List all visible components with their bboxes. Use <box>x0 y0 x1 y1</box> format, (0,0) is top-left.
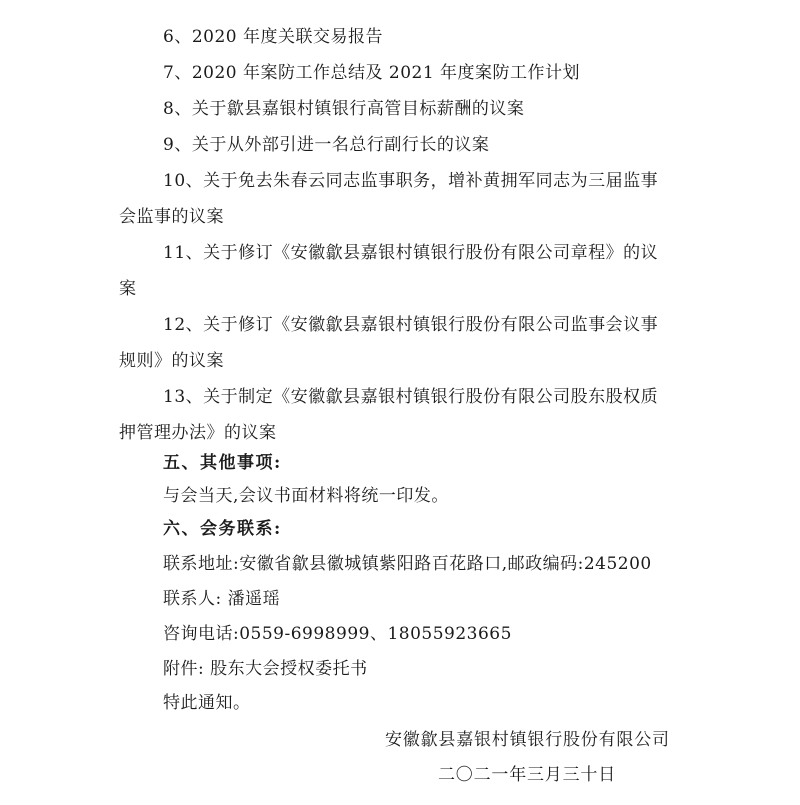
agenda-item-12: 12、关于修订《安徽歙县嘉银村镇银行股份有限公司监事会议事 <box>163 315 659 335</box>
agenda-item-6: 6、2020 年度关联交易报告 <box>163 27 383 47</box>
agenda-item-13: 13、关于制定《安徽歙县嘉银村镇银行股份有限公司股东股权质 <box>163 387 659 407</box>
agenda-item-12-cont: 规则》的议案 <box>119 351 224 371</box>
other-matters-heading: 五、其他事项: <box>163 453 282 473</box>
signature-date: 二〇二一年三月三十日 <box>438 765 616 785</box>
agenda-item-11: 11、关于修订《安徽歙县嘉银村镇银行股份有限公司章程》的议 <box>163 243 659 263</box>
agenda-item-7: 7、2020 年案防工作总结及 2021 年度案防工作计划 <box>163 63 581 83</box>
attachment-note: 附件: 股东大会授权委托书 <box>163 659 368 679</box>
contact-heading: 六、会务联系: <box>163 519 282 539</box>
closing-note: 特此通知。 <box>163 693 251 713</box>
other-matters-text: 与会当天,会议书面材料将统一印发。 <box>163 486 449 506</box>
agenda-item-10: 10、关于免去朱春云同志监事职务，增补黄拥军同志为三届监事 <box>163 171 659 191</box>
contact-person: 联系人: 潘遥瑶 <box>163 589 281 609</box>
agenda-item-9: 9、关于从外部引进一名总行副行长的议案 <box>163 135 490 155</box>
agenda-item-11-cont: 案 <box>119 279 137 299</box>
contact-phone: 咨询电话:0559-6998999、18055923665 <box>163 624 512 644</box>
contact-address: 联系地址:安徽省歙县徽城镇紫阳路百花路口,邮政编码:245200 <box>163 554 652 574</box>
signature-organization: 安徽歙县嘉银村镇银行股份有限公司 <box>385 730 670 750</box>
agenda-item-10-cont: 会监事的议案 <box>119 207 224 227</box>
agenda-item-8: 8、关于歙县嘉银村镇银行高管目标薪酬的议案 <box>163 99 525 119</box>
agenda-item-13-cont: 押管理办法》的议案 <box>119 423 277 443</box>
